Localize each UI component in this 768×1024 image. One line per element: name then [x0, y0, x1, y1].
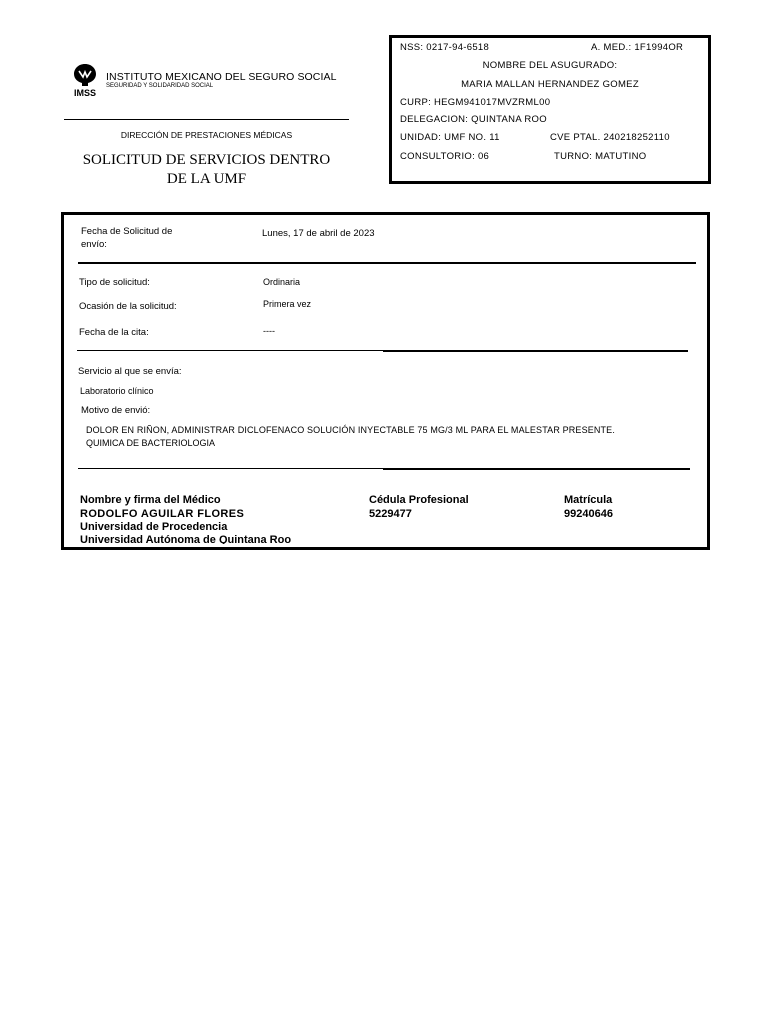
- section-divider: [383, 468, 690, 470]
- ocasion-value: Primera vez: [263, 299, 312, 309]
- motivo-line-1: DOLOR EN RIÑON, ADMINISTRAR DICLOFENACO SOLUCIÓN INYECTABLE 75 MG/3 ML PARA EL MALESTAR PRESENTE.: [86, 425, 615, 435]
- matricula-value: 99240646: [564, 508, 613, 520]
- section-divider: [78, 468, 383, 469]
- section-divider: [77, 350, 383, 351]
- insured-name: MARIA MALLAN HERNANDEZ GOMEZ: [461, 79, 639, 90]
- medico-label: Nombre y firma del Médico: [80, 494, 221, 506]
- title-line-1: SOLICITUD DE SERVICIOS DENTRO: [82, 152, 331, 168]
- cve-ptal: CVE PTAL. 240218252110: [550, 132, 670, 143]
- insured-name-label: NOMBRE DEL ASUGURADO:: [482, 60, 618, 71]
- fecha-solicitud-label-2: envío:: [81, 239, 107, 250]
- matricula-label: Matrícula: [564, 494, 613, 506]
- medico-name: RODOLFO AGUILAR FLORES: [80, 508, 245, 520]
- servicio-label: Servicio al que se envía:: [78, 366, 182, 377]
- cedula-value: 5229477: [369, 508, 412, 520]
- imss-logo: [70, 63, 100, 97]
- fecha-cita-label: Fecha de la cita:: [79, 327, 149, 338]
- request-form: [61, 212, 710, 550]
- section-divider: [383, 350, 688, 352]
- universidad-clip: [80, 533, 291, 544]
- universidad-value: Universidad Autónoma de Quintana Roo: [80, 534, 292, 544]
- insured-info-box: [389, 35, 711, 184]
- tipo-label: Tipo de solicitud:: [79, 277, 150, 288]
- document-title: [64, 151, 349, 189]
- fecha-cita-value: ----: [263, 326, 275, 336]
- tipo-value: Ordinaria: [263, 277, 301, 287]
- org-slogan: SEGURIDAD Y SOLIDARIDAD SOCIAL: [106, 83, 214, 89]
- title-line-2: DE LA UMF: [166, 171, 247, 187]
- servicio-value: Laboratorio clínico: [80, 386, 154, 396]
- fecha-solicitud-label-1: Fecha de Solicitud de: [81, 226, 173, 237]
- org-name: INSTITUTO MEXICANO DEL SEGURO SOCIAL: [106, 71, 337, 83]
- unidad: UNIDAD: UMF NO. 11: [400, 132, 500, 143]
- motivo-label: Motivo de envió:: [81, 405, 151, 416]
- fecha-solicitud-value: Lunes, 17 de abril de 2023: [262, 228, 375, 239]
- a-med: A. MED.: 1F1994OR: [591, 42, 684, 53]
- direction-label: DIRECCIÓN DE PRESTACIONES MÉDICAS: [120, 130, 293, 140]
- nss: NSS: 0217-94-6518: [400, 42, 490, 53]
- header-divider: [64, 119, 349, 120]
- universidad-label: Universidad de Procedencia: [80, 521, 228, 533]
- curp: CURP: HEGM941017MVZRML00: [400, 97, 551, 108]
- consultorio: CONSULTORIO: 06: [400, 151, 490, 162]
- section-divider: [78, 262, 696, 264]
- delegacion: DELEGACION: QUINTANA ROO: [400, 114, 547, 125]
- ocasion-label: Ocasión de la solicitud:: [79, 301, 177, 312]
- motivo-line-2: QUIMICA DE BACTERIOLOGIA: [86, 438, 216, 448]
- svg-text:IMSS: IMSS: [73, 88, 97, 97]
- turno: TURNO: MATUTINO: [554, 151, 647, 162]
- cedula-label: Cédula Profesional: [369, 494, 469, 506]
